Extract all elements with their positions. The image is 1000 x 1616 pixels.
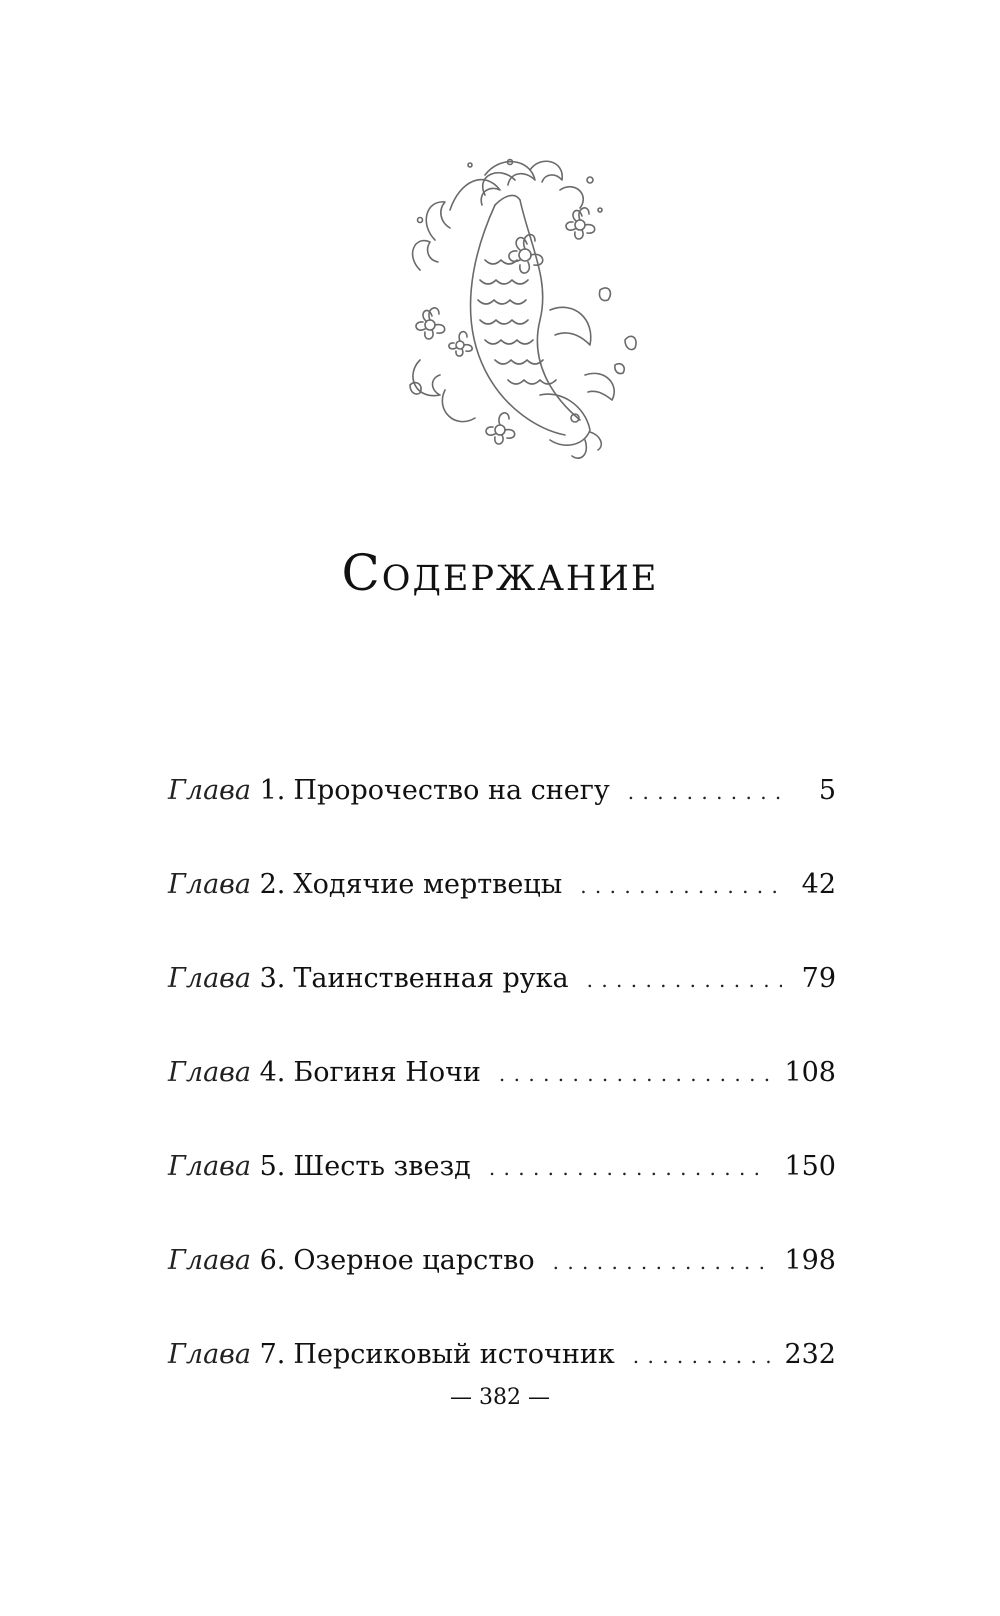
toc-chapter-number: 5. (259, 1151, 286, 1182)
page-number: — 382 — (450, 1385, 550, 1410)
toc-entry-6[interactable] (168, 1247, 836, 1341)
toc-page-number: 232 (784, 1339, 836, 1370)
toc-page-number: 42 (801, 869, 836, 900)
toc-chapter-number: 4. (259, 1057, 286, 1088)
toc-chapter-label: Глава (168, 869, 251, 900)
toc-chapter-label: Глава (168, 963, 251, 994)
toc-leader-dots (580, 876, 782, 896)
toc-chapter-number: 1. (259, 775, 286, 806)
toc-entry-3[interactable] (168, 965, 836, 1059)
toc-chapter-title: Ходячие мертвецы (293, 869, 563, 900)
toc-chapter-number: 7. (259, 1339, 286, 1370)
toc-page-number: 79 (801, 963, 836, 994)
toc-leader-dots (489, 1158, 771, 1178)
toc-entry-1[interactable] (168, 777, 836, 871)
toc-leader-dots (633, 1346, 771, 1366)
toc-chapter-label: Глава (168, 1339, 251, 1370)
toc-leader-dots (553, 1252, 771, 1272)
toc-chapter-label: Глава (168, 775, 251, 806)
toc-entry-5[interactable] (168, 1153, 836, 1247)
toc-chapter-title: Богиня Ночи (293, 1057, 481, 1088)
toc-chapter-label: Глава (168, 1151, 251, 1182)
toc-chapter-label: Глава (168, 1057, 251, 1088)
toc-chapter-title: Шесть звезд (293, 1151, 471, 1182)
toc-page-number: 198 (784, 1245, 836, 1276)
toc-chapter-label: Глава (168, 1245, 251, 1276)
toc-page-number: 150 (784, 1151, 836, 1182)
toc-page-number: 5 (818, 775, 836, 806)
toc-chapter-number: 6. (259, 1245, 286, 1276)
page-title: Содержание (341, 544, 659, 602)
toc-chapter-number: 3. (259, 963, 286, 994)
toc-leader-dots (587, 970, 782, 990)
toc-leader-dots (628, 782, 782, 802)
toc-chapter-title: Пророчество на снегу (293, 775, 610, 806)
toc-page-number: 108 (784, 1057, 836, 1088)
toc-entry-2[interactable] (168, 871, 836, 965)
table-of-contents (168, 777, 836, 1435)
toc-leader-dots (499, 1064, 771, 1084)
toc-entry-4[interactable] (168, 1059, 836, 1153)
toc-chapter-title: Персиковый источник (293, 1339, 615, 1370)
toc-chapter-title: Озерное царство (293, 1245, 535, 1276)
toc-chapter-title: Таинственная рука (293, 963, 569, 994)
koi-fish-with-cherry-blossoms-icon (390, 150, 640, 480)
toc-chapter-number: 2. (259, 869, 286, 900)
